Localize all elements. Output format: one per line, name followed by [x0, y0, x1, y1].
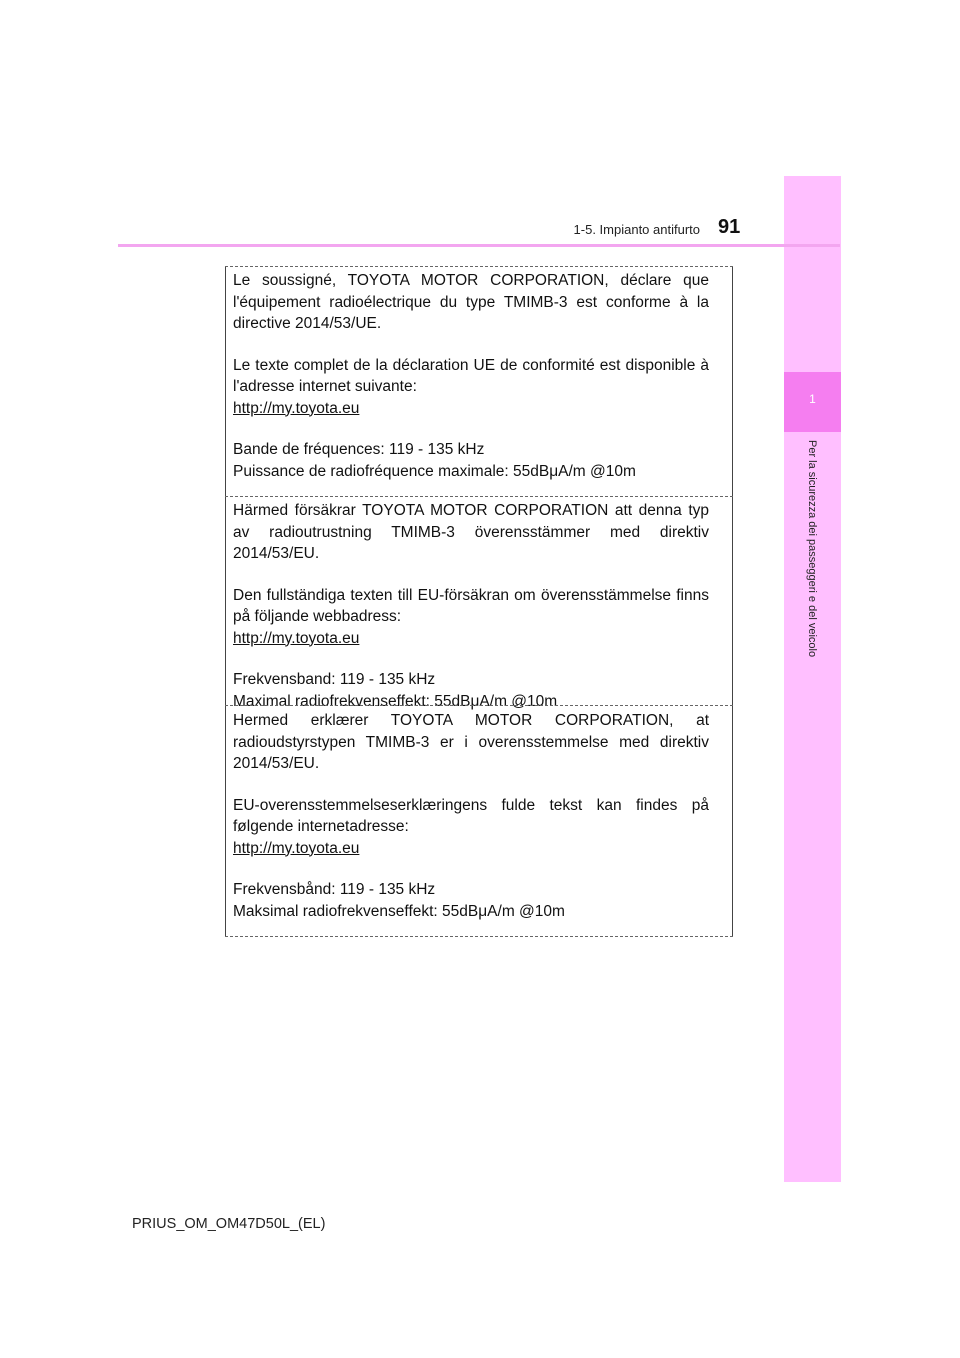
declaration-section-sv — [225, 500, 733, 712]
section-separator — [225, 496, 733, 497]
availability-text: EU-overensstemmelseserklæringens fulde tekst kan findes på følgende internetadresse: — [233, 796, 709, 835]
document-code: PRIUS_OM_OM47D50L_(EL) — [132, 1216, 326, 1232]
side-tab — [784, 176, 841, 1182]
declaration-url-link[interactable]: http://my.toyota.eu — [233, 399, 360, 417]
chapter-number: 1 — [809, 392, 816, 406]
header-rule — [118, 244, 840, 247]
section-separator — [225, 705, 733, 706]
declaration-section-da — [225, 710, 733, 922]
max-power-text: Puissance de radiofréquence maximale: 55dBμA/m @10m — [233, 462, 636, 480]
max-power-text: Maximal radiofrekvenseffekt: 55dBμA/m @10m — [233, 692, 558, 710]
declaration-text: Hermed erklærer TOYOTA MOTOR CORPORATION, at radioudstyrstypen TMIMB-3 er i overensstemmelse med direktiv 2014/53/EU. — [233, 712, 709, 772]
page-number: 91 — [718, 216, 741, 238]
availability-text: Le texte complet de la déclaration UE de conformité est disponible à l'adresse internet suivante: — [233, 356, 709, 395]
chapter-title: Per la sicurezza dei passeggeri e del veicolo — [806, 440, 818, 658]
declaration-text: Le soussigné, TOYOTA MOTOR CORPORATION, déclare que l'équipement radioélectrique du type TMIMB-3 est conforme à la directive 2014/53/UE. — [233, 272, 709, 332]
declaration-url-link[interactable]: http://my.toyota.eu — [233, 839, 360, 857]
availability-text: Den fullständiga texten till EU-försäkran om överensstämmelse finns på följande webbadress: — [233, 586, 709, 625]
header-section-title: 1-5. Impianto antifurto — [573, 222, 700, 237]
declaration-text: Härmed försäkrar TOYOTA MOTOR CORPORATION att denna typ av radioutrustning TMIMB-3 överensstämmer med direktiv 2014/53/EU. — [233, 502, 709, 562]
box-top-rule — [225, 266, 733, 267]
box-bottom-rule — [225, 936, 733, 937]
frequency-band-text: Frekvensbånd: 119 - 135 kHz — [233, 881, 436, 898]
declaration-section-fr — [225, 270, 733, 482]
declaration-url-link[interactable]: http://my.toyota.eu — [233, 629, 360, 647]
max-power-text: Maksimal radiofrekvenseffekt: 55dBμA/m @10m — [233, 902, 565, 920]
frequency-band-text: Frekvensband: 119 - 135 kHz — [233, 671, 436, 688]
frequency-band-text: Bande de fréquences: 119 - 135 kHz — [233, 441, 485, 458]
